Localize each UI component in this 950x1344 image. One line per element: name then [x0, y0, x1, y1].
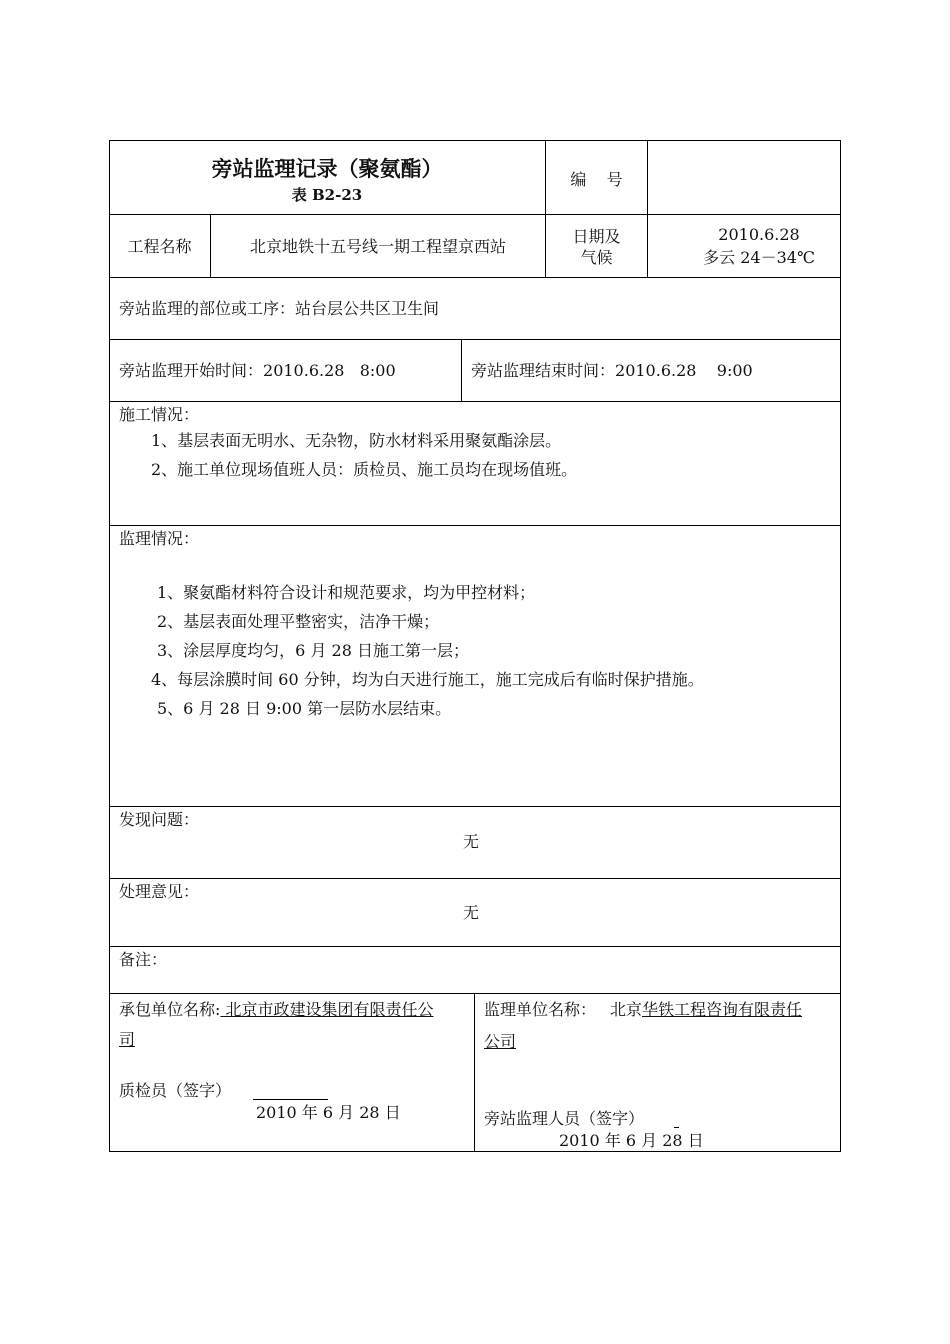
inspector-label: 质检员（签字） — [119, 1081, 232, 1100]
location-row — [119, 299, 439, 319]
supervision-item: 5、6 月 28 日 9:00 第一层防水层结束。 — [157, 699, 452, 718]
start-time-value: 2010.6.28 8:00 — [263, 361, 396, 380]
construction-item: 1、基层表面无明水、无杂物，防水材料采用聚氨酯涂层。 — [151, 431, 562, 450]
row-divider — [109, 401, 840, 402]
construction-item: 2、施工单位现场值班人员：质检员、施工员均在现场值班。 — [151, 460, 578, 479]
supervisor-name-cont: 公司 — [484, 1032, 517, 1051]
supervisor-name: 华铁工程咨询有限责任 — [642, 1000, 803, 1019]
contractor-name-cont: 司 — [119, 1030, 136, 1049]
supervision-item: 3、涂层厚度均匀，6 月 28 日施工第一层； — [157, 641, 469, 660]
opinion-value: 无 — [463, 903, 480, 922]
row-divider — [109, 806, 840, 807]
row-divider — [109, 525, 840, 526]
project-name-label: 工程名称 — [127, 237, 192, 256]
supervisor-name-plain: 北京 — [610, 1000, 643, 1019]
supervision-item: 1、聚氨酯材料符合设计和规范要求，均为甲控材料； — [157, 583, 536, 602]
row-divider — [109, 339, 840, 340]
supervisor-person-label: 旁站监理人员（签字） — [484, 1109, 645, 1128]
opinion-label: 处理意见： — [119, 882, 200, 901]
col-divider — [461, 339, 462, 402]
form-number: 表 B2-23 — [291, 186, 363, 204]
end-time-label: 旁站监理结束时间： — [471, 361, 616, 380]
supervision-item: 2、基层表面处理平整密实，洁净干燥； — [157, 612, 440, 631]
form-title: 旁站监理记录（聚氨酯） — [211, 156, 443, 181]
supervisor-date: 2010 年 6 月 28 日 — [559, 1131, 704, 1150]
contractor-name: 北京市政建设集团有限责任公 — [220, 1000, 434, 1019]
remarks-label: 备注： — [119, 950, 168, 969]
row-divider — [109, 214, 840, 215]
col-divider — [474, 993, 475, 1151]
supervisor-signature-line[interactable] — [674, 1127, 679, 1128]
row-divider — [109, 878, 840, 879]
supervision-item: 4、每层涂膜时间 60 分钟，均为白天进行施工，施工完成后有临时保护措施。 — [151, 670, 704, 689]
issues-value: 无 — [463, 832, 480, 851]
contractor-label: 承包单位名称: — [119, 1000, 221, 1019]
date-weather-label-1: 日期及 — [572, 227, 621, 246]
inspector-signature-line[interactable] — [253, 1099, 328, 1100]
construction-label: 施工情况： — [119, 405, 200, 424]
start-time-label: 旁站监理开始时间： — [119, 361, 264, 380]
row-divider — [109, 277, 840, 278]
date-value: 2010.6.28 — [718, 225, 800, 244]
supervisor-name-row — [484, 1000, 802, 1020]
contractor-date: 2010 年 6 月 28 日 — [256, 1103, 401, 1122]
project-name-value: 北京地铁十五号线一期工程望京西站 — [249, 237, 506, 256]
start-time-row — [119, 361, 396, 381]
supervisor-label: 监理单位名称： — [484, 1000, 597, 1019]
contractor-name-row — [119, 1000, 434, 1020]
number-label: 编 号 — [570, 170, 623, 189]
issues-label: 发现问题： — [119, 810, 200, 829]
weather-value: 多云 24－34℃ — [703, 248, 815, 267]
end-time-value: 2010.6.28 9:00 — [615, 361, 753, 380]
end-time-row — [471, 361, 753, 381]
location-label: 旁站监理的部位或工序： — [119, 299, 296, 318]
row-divider — [109, 946, 840, 947]
supervision-record-form — [109, 140, 841, 1152]
date-weather-label-2: 气候 — [580, 248, 613, 267]
supervision-label: 监理情况： — [119, 529, 200, 548]
location-value: 站台层公共区卫生间 — [295, 299, 440, 318]
